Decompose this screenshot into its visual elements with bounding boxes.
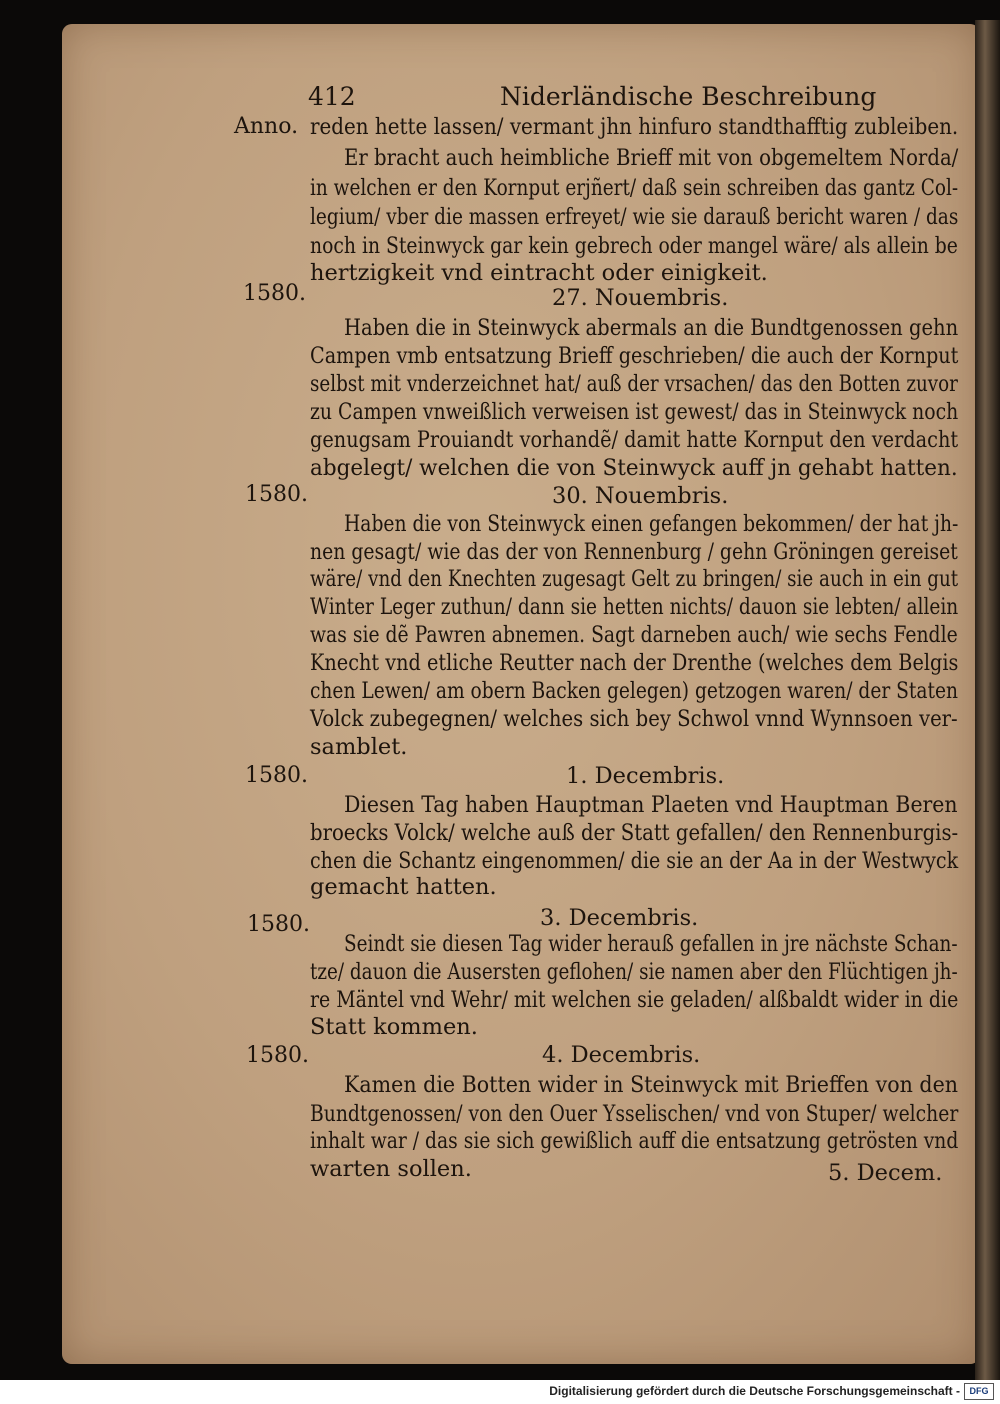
- text-line: Kamen die Botten wider in Steinwyck mit Brieffen von den: [344, 1072, 959, 1098]
- footer-bar: [0, 1380, 1000, 1404]
- text-line: Bundtgenossen/ von den Ouer Ysselischen/ vnd von Stuper/ welcher: [310, 1101, 959, 1127]
- margin-note: 1580.: [245, 763, 308, 788]
- catchword: 5. Decem.: [828, 1160, 943, 1186]
- text-line: Haben die von Steinwyck einen gefangen bekommen/ der hat jh-: [344, 511, 959, 537]
- text-line: noch in Steinwyck gar kein gebrech oder mangel wäre/ als allein be: [310, 233, 958, 259]
- text-line: genugsam Prouiandt vorhandẽ/ damit hatte Kornput den verdacht: [310, 427, 959, 453]
- text-line: Seindt sie diesen Tag wider herauß gefallen in jre nächste Schan-: [344, 931, 958, 957]
- text-line: in welchen er den Kornput erjñert/ daß sein schreiben das gantz Col-: [310, 175, 959, 201]
- page-number: 412: [308, 82, 356, 111]
- text-line: Campen vmb entsatzung Brieff geschrieben/ die auch der Kornput: [310, 343, 959, 369]
- text-line: samblet.: [310, 734, 408, 760]
- text-line: tze/ dauon die Ausersten geflohen/ sie namen aber den Flüchtigen jh-: [310, 959, 958, 985]
- text-line: Volck zubegegnen/ welches sich bey Schwol vnnd Wynnsoen ver-: [310, 706, 958, 732]
- dfg-logo: DFG: [964, 1383, 994, 1400]
- margin-note: 1580.: [245, 482, 308, 507]
- entry-date: 30. Nouembris.: [552, 483, 729, 509]
- text-line: Knecht vnd etliche Reutter nach der Drenthe (welches dem Belgis: [310, 650, 959, 676]
- text-line: Statt kommen.: [310, 1014, 478, 1040]
- margin-note: 1580.: [247, 912, 310, 937]
- funding-credit: Digitalisierung gefördert durch die Deutsche Forschungsgemeinschaft -: [549, 1384, 960, 1398]
- text-line: Diesen Tag haben Hauptman Plaeten vnd Hauptman Beren: [344, 792, 958, 818]
- running-title: Niderländische Beschreibung: [500, 82, 877, 111]
- entry-date: 27. Nouembris.: [552, 285, 729, 311]
- text-line: inhalt war / das sie sich gewißlich auff die entsatzung getrösten vnd: [310, 1128, 959, 1154]
- text-line: legium/ vber die massen erfreyet/ wie sie darauß bericht waren / das: [310, 204, 959, 230]
- text-line: wäre/ vnd den Knechten zugesagt Gelt zu bringen/ sie auch in ein gut: [310, 566, 959, 592]
- text-line: Winter Leger zuthun/ dann sie hetten nichts/ dauon sie lebten/ allein: [310, 594, 959, 620]
- text-line: re Mäntel vnd Wehr/ mit welchen sie geladen/ alßbaldt wider in die: [310, 987, 959, 1013]
- text-line: Er bracht auch heimbliche Brieff mit von obgemeltem Norda/: [344, 145, 959, 171]
- entry-date: 3. Decembris.: [540, 905, 699, 931]
- text-line: reden hette lassen/ vermant jhn hinfuro standthafftig zubleiben.: [310, 114, 959, 140]
- text-line: gemacht hatten.: [310, 874, 497, 900]
- text-line: Haben die in Steinwyck abermals an die Bundtgenossen gehn: [344, 315, 959, 341]
- entry-date: 4. Decembris.: [542, 1042, 701, 1068]
- book-edge: [975, 20, 1000, 1380]
- margin-note: 1580.: [243, 281, 306, 306]
- text-line: chen Lewen/ am obern Backen gelegen) getzogen waren/ der Staten: [310, 678, 959, 704]
- text-line: was sie dẽ Pawren abnemen. Sagt darneben auch/ wie sechs Fendle: [310, 622, 958, 648]
- text-line: abgelegt/ welchen die von Steinwyck auff jn gehabt hatten.: [310, 455, 958, 481]
- entry-date: 1. Decembris.: [566, 763, 725, 789]
- text-line: zu Campen vnweißlich verweisen ist gewest/ das in Steinwyck noch: [310, 399, 959, 425]
- text-line: nen gesagt/ wie das der von Rennenburg / gehn Gröningen gereiset: [310, 539, 958, 565]
- text-line: hertzigkeit vnd eintracht oder einigkeit.: [310, 260, 768, 286]
- text-line: broecks Volck/ welche auß der Statt gefallen/ den Rennenburgis-: [310, 820, 959, 846]
- text-line: chen die Schantz eingenommen/ die sie an der Aa in der Westwyck: [310, 848, 959, 874]
- text-line: warten sollen.: [310, 1156, 472, 1182]
- margin-note: 1580.: [246, 1043, 309, 1068]
- text-line: selbst mit vnderzeichnet hat/ auß der vrsachen/ das den Botten zuvor: [310, 371, 958, 397]
- margin-note: Anno.: [234, 114, 299, 139]
